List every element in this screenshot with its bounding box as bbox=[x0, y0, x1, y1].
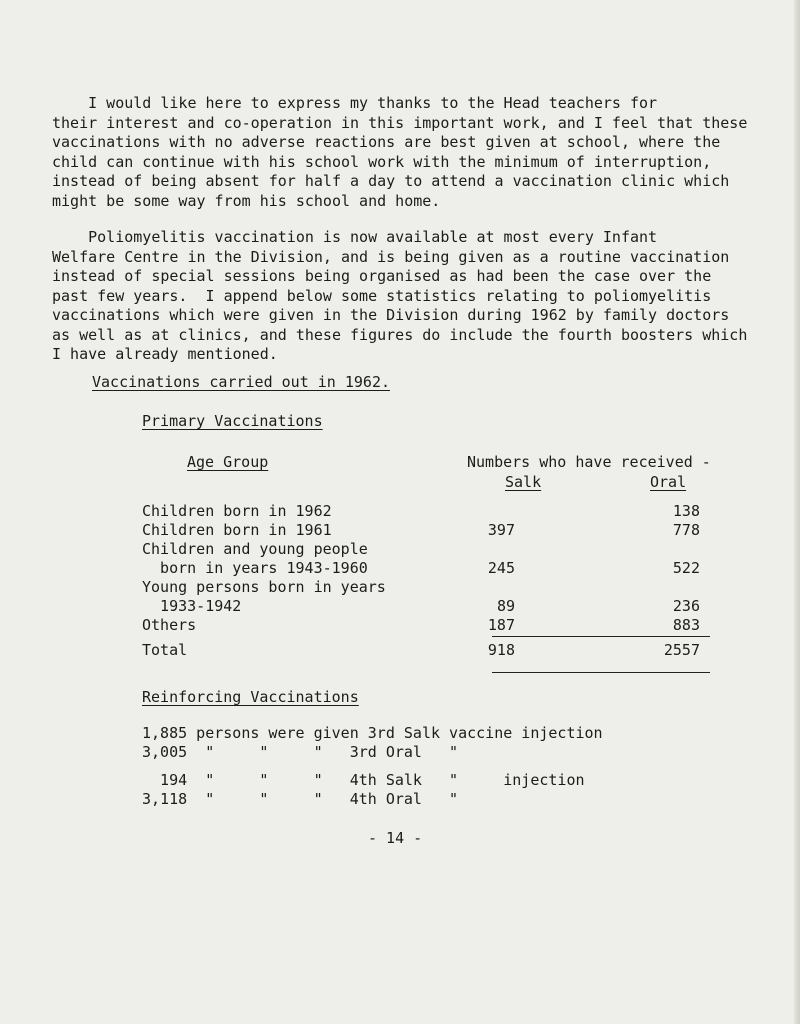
page-number: - 14 - bbox=[368, 829, 423, 847]
column-header-salk: Salk bbox=[505, 473, 542, 491]
total-label: Total bbox=[142, 641, 188, 659]
row-salk-value: 245 bbox=[487, 559, 515, 577]
row-oral-value: 522 bbox=[672, 559, 700, 577]
total-salk-value: 918 bbox=[487, 641, 515, 659]
row-label: Children and young people bbox=[142, 540, 368, 558]
paragraph-thanks: I would like here to express my thanks to the Head teachers for their interest and co-operation in this important work, and I feel that these vaccinations with no adverse reactions are best given at school, where the child can continue with his school work with the minimum of interruption, instead of being absent for half a day to attend a vaccination clinic which might be some way from his school and home. bbox=[52, 94, 748, 210]
total-bottom-rule bbox=[492, 672, 710, 673]
column-header-oral: Oral bbox=[650, 473, 687, 491]
section-title: Vaccinations carried out in 1962. bbox=[92, 373, 391, 391]
reinforcing-line: 194 " " " 4th Salk " injection bbox=[142, 771, 585, 789]
row-label: Children born in 1961 bbox=[142, 521, 332, 539]
row-label-continued: 1933-1942 bbox=[142, 597, 242, 615]
row-oral-value: 236 bbox=[672, 597, 700, 615]
primary-vaccinations-title: Primary Vaccinations bbox=[142, 412, 323, 430]
reinforcing-line: 3,005 " " " 3rd Oral " bbox=[142, 743, 459, 761]
row-label-continued: born in years 1943-1960 bbox=[142, 559, 368, 577]
reinforcing-line: 1,885 persons were given 3rd Salk vaccine injection bbox=[142, 724, 603, 742]
row-salk-value: 89 bbox=[496, 597, 515, 615]
row-salk-value: 397 bbox=[487, 521, 515, 539]
row-label: Young persons born in years bbox=[142, 578, 386, 596]
row-label: Children born in 1962 bbox=[142, 502, 332, 520]
total-top-rule bbox=[492, 636, 710, 637]
paragraph-poliomyelitis: Poliomyelitis vaccination is now available at most every Infant Welfare Centre in the Division, and is being given as a routine vaccination instead of special sessions being organised as had been the case over the past few years. I append below some statistics relating to poliomyelitis vaccinations which were given in the Division during 1962 by family doctors as well as at clinics, and these figures do include the fourth boosters which I have already mentioned. bbox=[52, 228, 748, 363]
total-oral-value: 2557 bbox=[663, 641, 700, 659]
column-header-numbers: Numbers who have received - bbox=[467, 453, 711, 471]
row-oral-value: 138 bbox=[672, 502, 700, 520]
row-oral-value: 778 bbox=[672, 521, 700, 539]
row-oral-value: 883 bbox=[672, 616, 700, 634]
reinforcing-line: 3,118 " " " 4th Oral " bbox=[142, 790, 459, 808]
reinforcing-vaccinations-title: Reinforcing Vaccinations bbox=[142, 688, 359, 706]
row-salk-value: 187 bbox=[487, 616, 515, 634]
page-edge-shadow bbox=[794, 0, 800, 1024]
row-label: Others bbox=[142, 616, 197, 634]
column-header-age-group: Age Group bbox=[187, 453, 269, 471]
